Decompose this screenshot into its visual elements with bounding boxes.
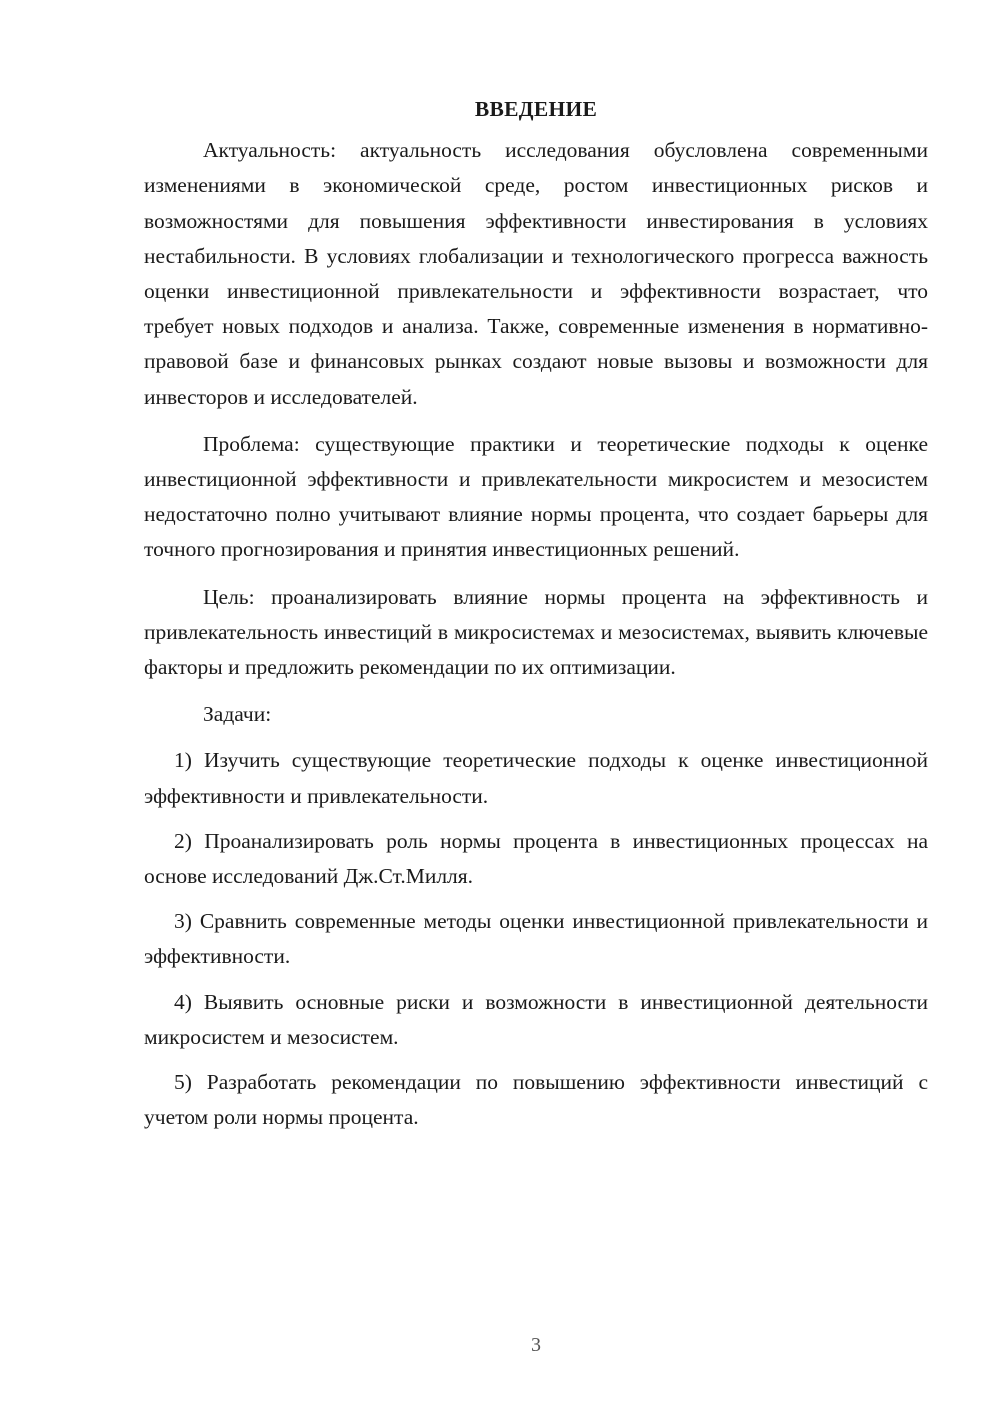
page-number: 3 (531, 1334, 541, 1356)
tasks-heading: Задачи: (203, 702, 272, 727)
list-item: 4) Выявить основные риски и возможности в инвестиционной деятельности микросистем и мезосистем. (144, 989, 928, 1049)
paragraph-goal: Цель: проанализировать влияние нормы процента на эффективность и привлекательность инвестиций в микросистемах и мезосистемах, выявить ключевые факторы и предложить рекомендации по их оптимизации. (144, 584, 928, 680)
paragraph-problem: Проблема: существующие практики и теоретические подходы к оценке инвестиционной эффективности и привлекательности микросистем и мезосистем недостаточно полно учитывают влияние нормы процента, что создает барьеры для точного прогнозирования и принятия инвестиционных решений. (144, 431, 928, 562)
list-item: 2) Проанализировать роль нормы процента в инвестиционных процессах на основе исследований Дж.Ст.Милля. (144, 828, 928, 889)
list-item: 3) Сравнить современные методы оценки инвестиционной привлекательности и эффективности. (144, 909, 928, 969)
list-item: 1) Изучить существующие теоретические подходы к оценке инвестиционной эффективности и привлекательности. (144, 748, 928, 808)
list-item: 5) Разработать рекомендации по повышению эффективности инвестиций с учетом роли нормы процента. (144, 1070, 928, 1130)
page-content (144, 92, 928, 1145)
paragraph-relevance: Актуальность: актуальность исследования обусловлена современными изменениями в экономической среде, ростом инвестиционных рисков и возможностями для повышения эффективности инвестирования в условиях нестабильности. В условиях глобализации и технологического прогресса важность оценки инвестиционной привлекательности и эффективности возрастает, что требует новых подходов и анализа. Также, современные изменения в нормативно-правовой базе и финансовых рынках создают новые вызовы и возможности для инвесторов и исследователей. (144, 138, 928, 409)
tasks-list (144, 743, 928, 1135)
section-title: ВВЕДЕНИЕ (474, 97, 598, 121)
